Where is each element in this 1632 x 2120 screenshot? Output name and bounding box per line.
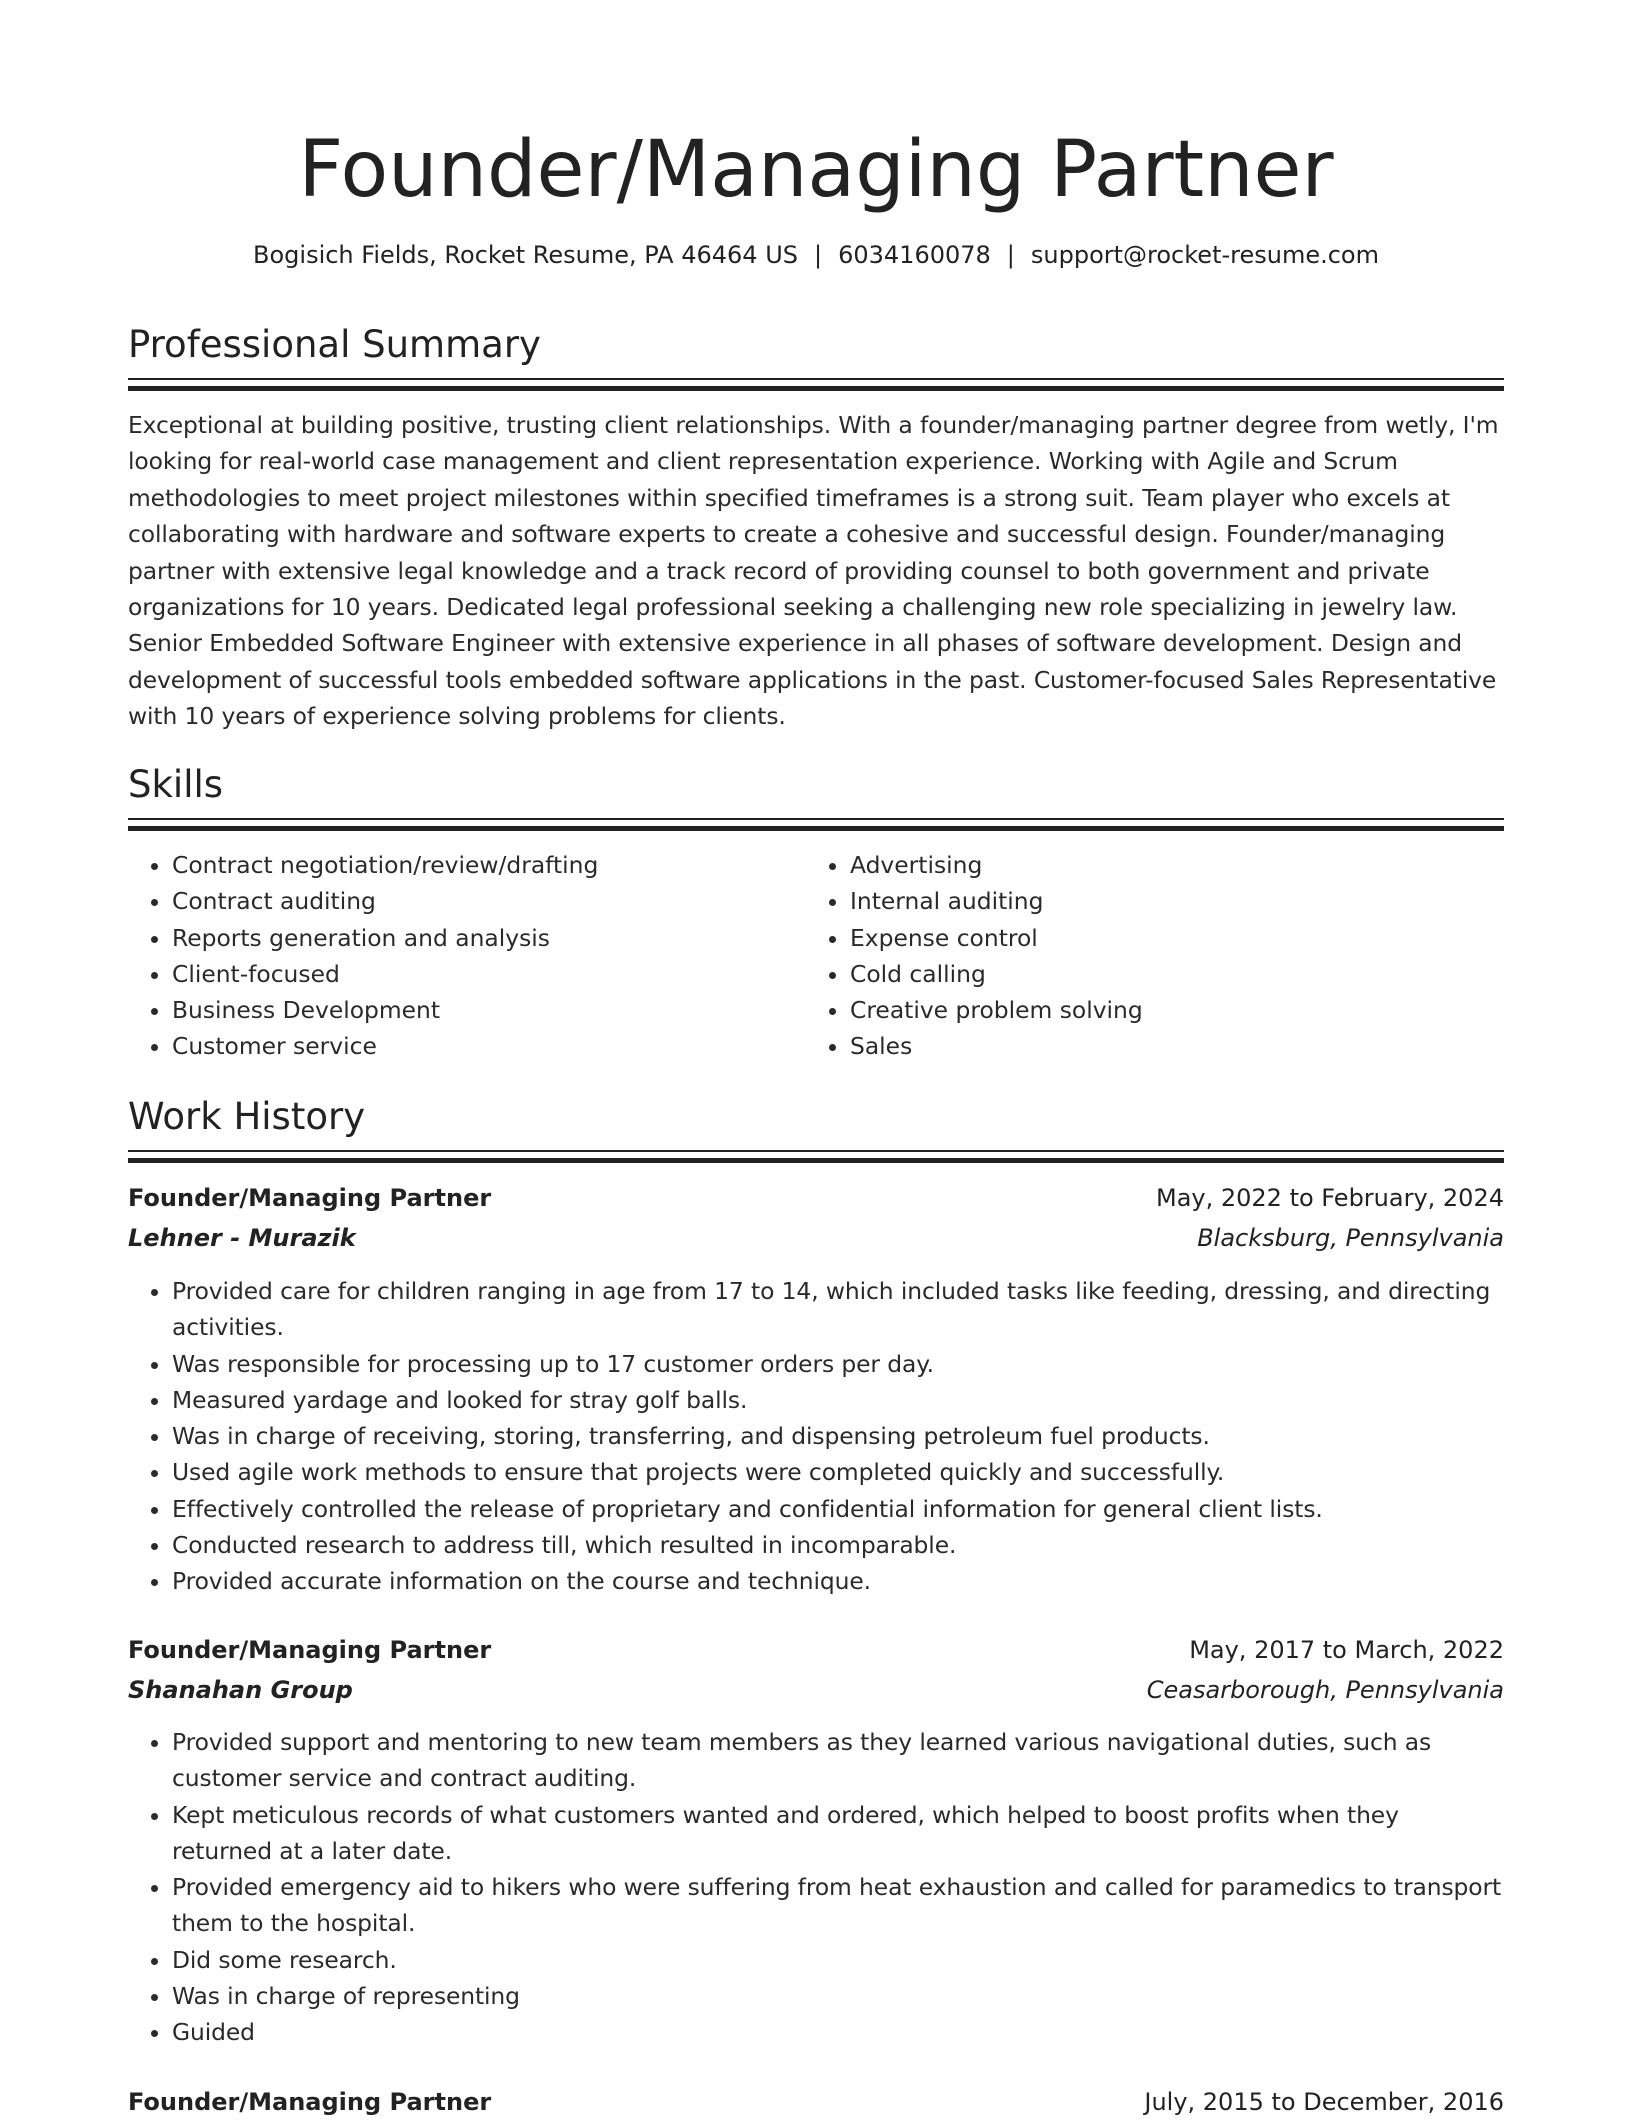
job-company: Shanahan Group	[128, 1676, 353, 1704]
job-bullet: • Did some research.	[172, 1942, 1504, 1978]
section-title-skills: Skills	[128, 763, 224, 806]
skill-item: • Client-focused	[172, 956, 832, 992]
job-bullet: • Used agile work methods to ensure that projects were completed quickly and successfully.	[172, 1454, 1504, 1490]
job-bullet: • Conducted research to address till, which resulted in incomparable.	[172, 1527, 1504, 1563]
section-title-summary: Professional Summary	[128, 323, 541, 366]
job-bullet: • Was in charge of representing	[172, 1978, 1504, 2014]
contact-separator: |	[814, 241, 823, 269]
skills-list-right	[806, 847, 1510, 1065]
job-bullet: • Kept meticulous records of what customers wanted and ordered, which helped to boost profits when they returned at a later date.	[172, 1797, 1504, 1870]
skill-item: • Sales	[850, 1028, 1510, 1064]
skill-item: • Advertising	[850, 847, 1510, 883]
summary-text: Exceptional at building positive, trusting client relationships. With a founder/managing partner degree from wetly, I'm looking for real-world case management and client representation experience. Working with Agile and Scrum methodologies to meet project milestones within specified timeframes is a strong suit. Team player who excels at collaborating with hardware and software experts to create a cohesive and successful design. Founder/managing partner with extensive legal knowledge and a track record of providing counsel to both government and private organizations for 10 years. Dedicated legal professional seeking a challenging new role specializing in jewelry law. Senior Embedded Software Engineer with extensive experience in all phases of software development. Design and development of successful tools embedded software applications in the past. Customer-focused Sales Representative with 10 years of experience solving problems for clients.	[128, 411, 1499, 731]
job-bullet: • Was responsible for processing up to 17 customer orders per day.	[172, 1346, 1504, 1382]
skill-item: • Expense control	[850, 920, 1510, 956]
job-bullet: • Provided emergency aid to hikers who were suffering from heat exhaustion and called for paramedics to transport them to the hospital.	[172, 1869, 1504, 1942]
skill-item: • Reports generation and analysis	[172, 920, 832, 956]
job-location: Blacksburg, Pennsylvania	[1197, 1224, 1504, 1252]
resume-name: Founder/Managing Partner	[298, 125, 1334, 215]
contact-address: Bogisich Fields, Rocket Resume, PA 46464 US	[253, 241, 798, 269]
job-bullet: • Was in charge of receiving, storing, transferring, and dispensing petroleum fuel products.	[172, 1418, 1504, 1454]
skill-item: • Creative problem solving	[850, 992, 1510, 1028]
job-dates: May, 2017 to March, 2022	[1189, 1636, 1504, 1664]
job-bullet: • Measured yardage and looked for stray golf balls.	[172, 1382, 1504, 1418]
section-title-work-history: Work History	[128, 1095, 366, 1138]
job-bullet: • Provided accurate information on the course and technique.	[172, 1563, 1504, 1599]
job-bullet: • Effectively controlled the release of proprietary and confidential information for general client lists.	[172, 1491, 1504, 1527]
job-dates: July, 2015 to December, 2016	[1144, 2088, 1504, 2116]
skill-item: • Cold calling	[850, 956, 1510, 992]
section-divider	[128, 378, 1504, 391]
skill-item: • Business Development	[172, 992, 832, 1028]
contact-email[interactable]: support@rocket-resume.com	[1030, 241, 1379, 269]
job-title: Founder/Managing Partner	[128, 1184, 492, 1212]
job-dates: May, 2022 to February, 2024	[1156, 1184, 1504, 1212]
contact-separator: |	[1006, 241, 1015, 269]
job-bullet: • Guided	[172, 2014, 1504, 2050]
job-bullet: • Provided support and mentoring to new team members as they learned various navigational duties, such as customer service and contract auditing.	[172, 1724, 1504, 1797]
skill-item: • Contract negotiation/review/drafting	[172, 847, 832, 883]
section-divider	[128, 1150, 1504, 1163]
skill-item: • Internal auditing	[850, 883, 1510, 919]
contact-phone[interactable]: 6034160078	[838, 241, 991, 269]
job-title: Founder/Managing Partner	[128, 2088, 492, 2116]
skill-item: • Customer service	[172, 1028, 832, 1064]
job-bullet-list	[128, 1724, 1504, 2051]
section-divider	[128, 818, 1504, 831]
job-company: Lehner - Murazik	[128, 1224, 356, 1252]
contact-line	[128, 237, 1504, 273]
job-bullet: • Provided care for children ranging in age from 17 to 14, which included tasks like feeding, dressing, and directing activities.	[172, 1273, 1504, 1346]
job-bullet-list	[128, 1273, 1504, 1600]
job-title: Founder/Managing Partner	[128, 1636, 492, 1664]
skill-item: • Contract auditing	[172, 883, 832, 919]
skills-list-left	[128, 847, 832, 1065]
job-location: Ceasarborough, Pennsylvania	[1146, 1676, 1504, 1704]
